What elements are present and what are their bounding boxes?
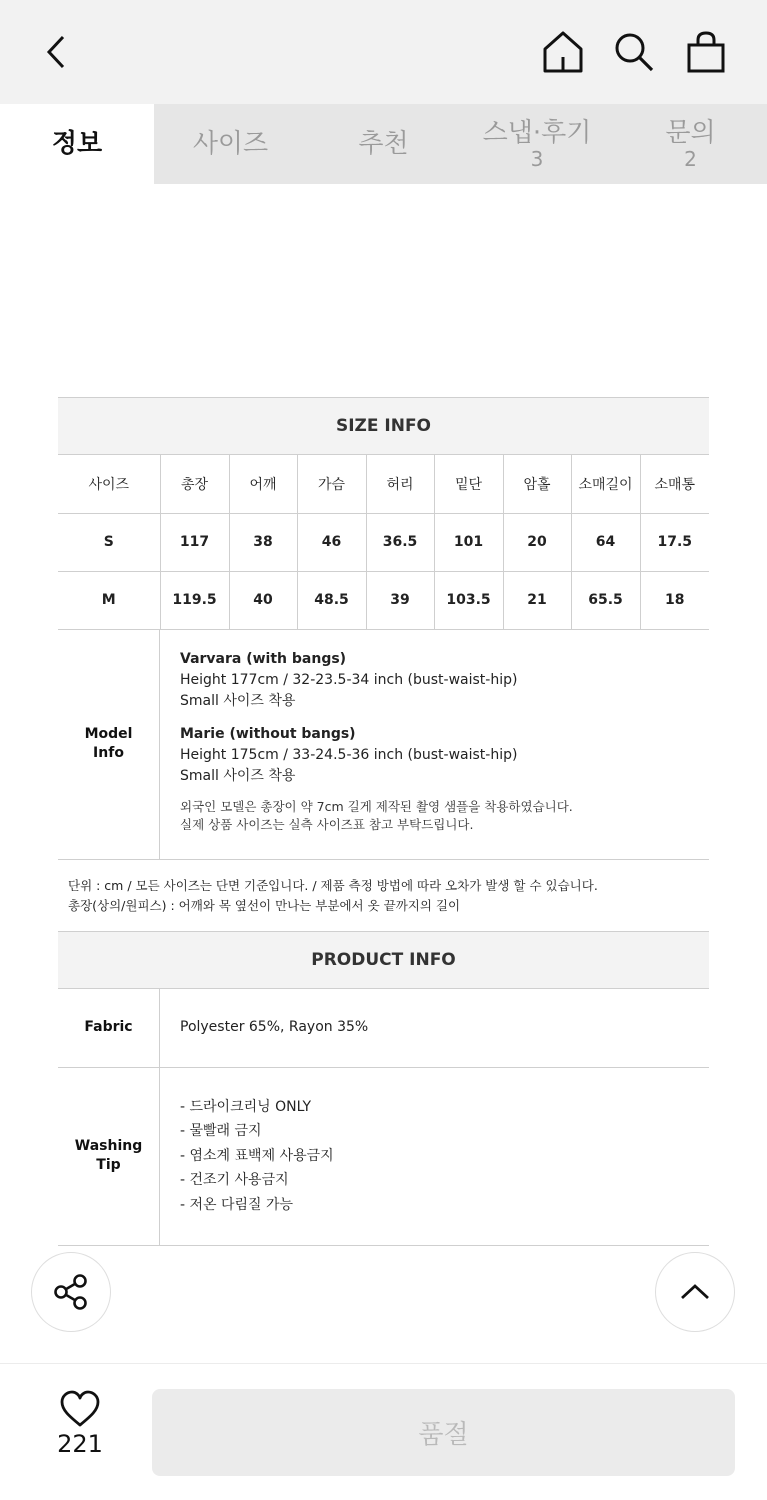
- model-label-line: Info: [93, 745, 124, 761]
- model-name: Marie (without bangs): [180, 725, 356, 742]
- tab-label: 사이즈: [192, 129, 269, 159]
- home-button[interactable]: [533, 22, 593, 82]
- size-cell: S: [58, 513, 160, 571]
- list-item: - 물빨래 금지: [180, 1123, 262, 1140]
- model-info-row: [58, 630, 709, 860]
- model-note: 실제 상품 사이즈는 실측 사이즈표 참고 부탁드립니다.: [180, 816, 474, 832]
- size-cell: 40: [229, 571, 297, 629]
- size-cell: 103.5: [434, 571, 503, 629]
- list-item: - 저온 다림질 가능: [180, 1196, 294, 1213]
- model-measurements: Height 177cm / 32-23.5-34 inch (bust-waist-hip): [180, 671, 518, 688]
- product-detail-content: [58, 397, 709, 1246]
- tab-count: 2: [684, 147, 697, 171]
- search-icon: [612, 30, 656, 74]
- size-cell: 119.5: [160, 571, 229, 629]
- cart-button[interactable]: [676, 22, 736, 82]
- size-cell: 65.5: [571, 571, 640, 629]
- chevron-left-icon: [41, 34, 71, 70]
- size-header-cell: 가슴: [297, 455, 366, 513]
- chevron-up-icon: [679, 1282, 711, 1302]
- washing-tip-row: [58, 1068, 709, 1246]
- size-header-cell: 밑단: [434, 455, 503, 513]
- size-cell: M: [58, 571, 160, 629]
- fabric-row: [58, 989, 709, 1068]
- size-cell: 36.5: [366, 513, 434, 571]
- size-cell: 20: [503, 513, 571, 571]
- model-entry: [180, 724, 709, 787]
- fabric-value: [160, 989, 709, 1067]
- fabric-label: Fabric: [58, 989, 160, 1067]
- unit-note: [58, 860, 709, 931]
- size-cell: 64: [571, 513, 640, 571]
- model-size-worn: Small 사이즈 착용: [180, 767, 296, 784]
- model-info-label: [58, 630, 160, 859]
- tab-label: 정보: [51, 129, 103, 159]
- size-cell: 101: [434, 513, 503, 571]
- size-table-header-row: [58, 455, 709, 513]
- list-item: - 건조기 사용금지: [180, 1172, 289, 1189]
- tab-info[interactable]: [0, 104, 154, 184]
- tab-size[interactable]: [154, 104, 307, 184]
- scroll-top-button[interactable]: [655, 1252, 735, 1332]
- fabric-text: Polyester 65%, Rayon 35%: [180, 1019, 369, 1036]
- size-header-cell: 암홀: [503, 455, 571, 513]
- size-header-cell: 사이즈: [58, 455, 160, 513]
- tab-recommend[interactable]: [307, 104, 460, 184]
- heart-icon: [59, 1390, 101, 1428]
- size-cell: 18: [640, 571, 709, 629]
- size-cell: 39: [366, 571, 434, 629]
- washing-tip-list: [160, 1068, 709, 1245]
- list-item: - 염소계 표백제 사용금지: [180, 1147, 334, 1164]
- model-size-worn: Small 사이즈 착용: [180, 692, 296, 709]
- size-cell: 38: [229, 513, 297, 571]
- washing-label-line: Washing: [74, 1138, 143, 1154]
- share-button[interactable]: [31, 1252, 111, 1332]
- unit-note-line: 단위 : cm / 모든 사이즈는 단면 기준입니다. / 제품 측정 방법에 따라 오차가 발생 할 수 있습니다.: [68, 877, 598, 893]
- back-button[interactable]: [26, 22, 86, 82]
- size-info-heading: SIZE INFO: [58, 397, 709, 455]
- size-cell: 21: [503, 571, 571, 629]
- product-info-heading: PRODUCT INFO: [58, 931, 709, 989]
- size-cell: 48.5: [297, 571, 366, 629]
- soldout-button[interactable]: 품절: [152, 1389, 735, 1476]
- bottom-action-bar: [0, 1363, 767, 1500]
- tab-inquiry[interactable]: [614, 104, 767, 184]
- tab-count: 3: [530, 147, 544, 171]
- shopping-bag-icon: [685, 30, 727, 74]
- product-tabs: [0, 104, 767, 184]
- washing-label-line: Tip: [96, 1157, 121, 1173]
- size-header-cell: 소매통: [640, 455, 709, 513]
- tab-label: 문의: [665, 118, 716, 148]
- home-icon: [541, 29, 585, 75]
- tab-label: 추천: [358, 129, 409, 159]
- tab-snap-review[interactable]: [460, 104, 614, 184]
- list-item: - 드라이크리닝 ONLY: [180, 1098, 312, 1115]
- size-header-cell: 소매길이: [571, 455, 640, 513]
- size-header-cell: 총장: [160, 455, 229, 513]
- search-button[interactable]: [604, 22, 664, 82]
- model-name: Varvara (with bangs): [180, 650, 347, 667]
- size-header-cell: 어깨: [229, 455, 297, 513]
- model-label-line: Model: [84, 726, 133, 742]
- size-cell: 17.5: [640, 513, 709, 571]
- washing-tip-label: [58, 1068, 160, 1245]
- tab-label: 스냅·후기: [482, 118, 592, 148]
- like-button[interactable]: [40, 1390, 120, 1458]
- size-cell: 117: [160, 513, 229, 571]
- size-header-cell: 허리: [366, 455, 434, 513]
- share-icon: [51, 1272, 91, 1312]
- model-entry: [180, 649, 709, 712]
- top-header: [0, 0, 767, 104]
- model-measurements: Height 175cm / 33-24.5-36 inch (bust-waist-hip): [180, 746, 518, 763]
- size-table: [58, 455, 709, 630]
- like-count: 221: [57, 1430, 103, 1458]
- model-note: 외국인 모델은 총장이 약 7cm 길게 제작된 촬영 샘플을 착용하였습니다.: [180, 798, 573, 814]
- table-row: [58, 571, 709, 629]
- table-row: [58, 513, 709, 571]
- size-cell: 46: [297, 513, 366, 571]
- unit-note-line: 총장(상의/원피스) : 어깨와 목 옆선이 만나는 부분에서 옷 끝까지의 길이: [68, 897, 461, 913]
- model-info-body: [160, 630, 709, 859]
